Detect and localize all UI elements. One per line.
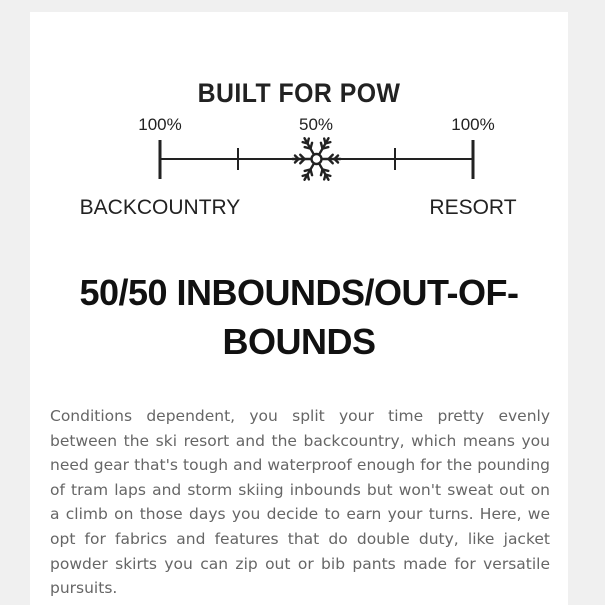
- usage-scale: [30, 12, 568, 242]
- content-card: [30, 12, 568, 605]
- headline: 50/50 INBOUNDS/OUT-OF-BOUNDS: [79, 272, 519, 362]
- description-paragraph: Conditions dependent, you split your time pretty evenly between the ski resort and the backcountry, which means you need gear that's tough and waterproof enough for the pounding of tram laps and storm skiing inbounds but won't sweat out on a climb on those days you decide to earn your turns. Here, we opt for fabrics and features that do double duty, like jacket powder skirts you can zip out or bib pants made for versatile pursuits.: [50, 407, 550, 598]
- scale-right-label: RESORT: [429, 196, 517, 219]
- scale-title: BUILT FOR POW: [197, 78, 401, 108]
- snowflake-icon: [293, 137, 341, 181]
- scale-left-percent: 100%: [138, 115, 182, 134]
- scale-right-percent: 100%: [451, 115, 495, 134]
- scale-center-percent: 50%: [298, 115, 334, 134]
- scale-left-label: BACKCOUNTRY: [79, 196, 241, 219]
